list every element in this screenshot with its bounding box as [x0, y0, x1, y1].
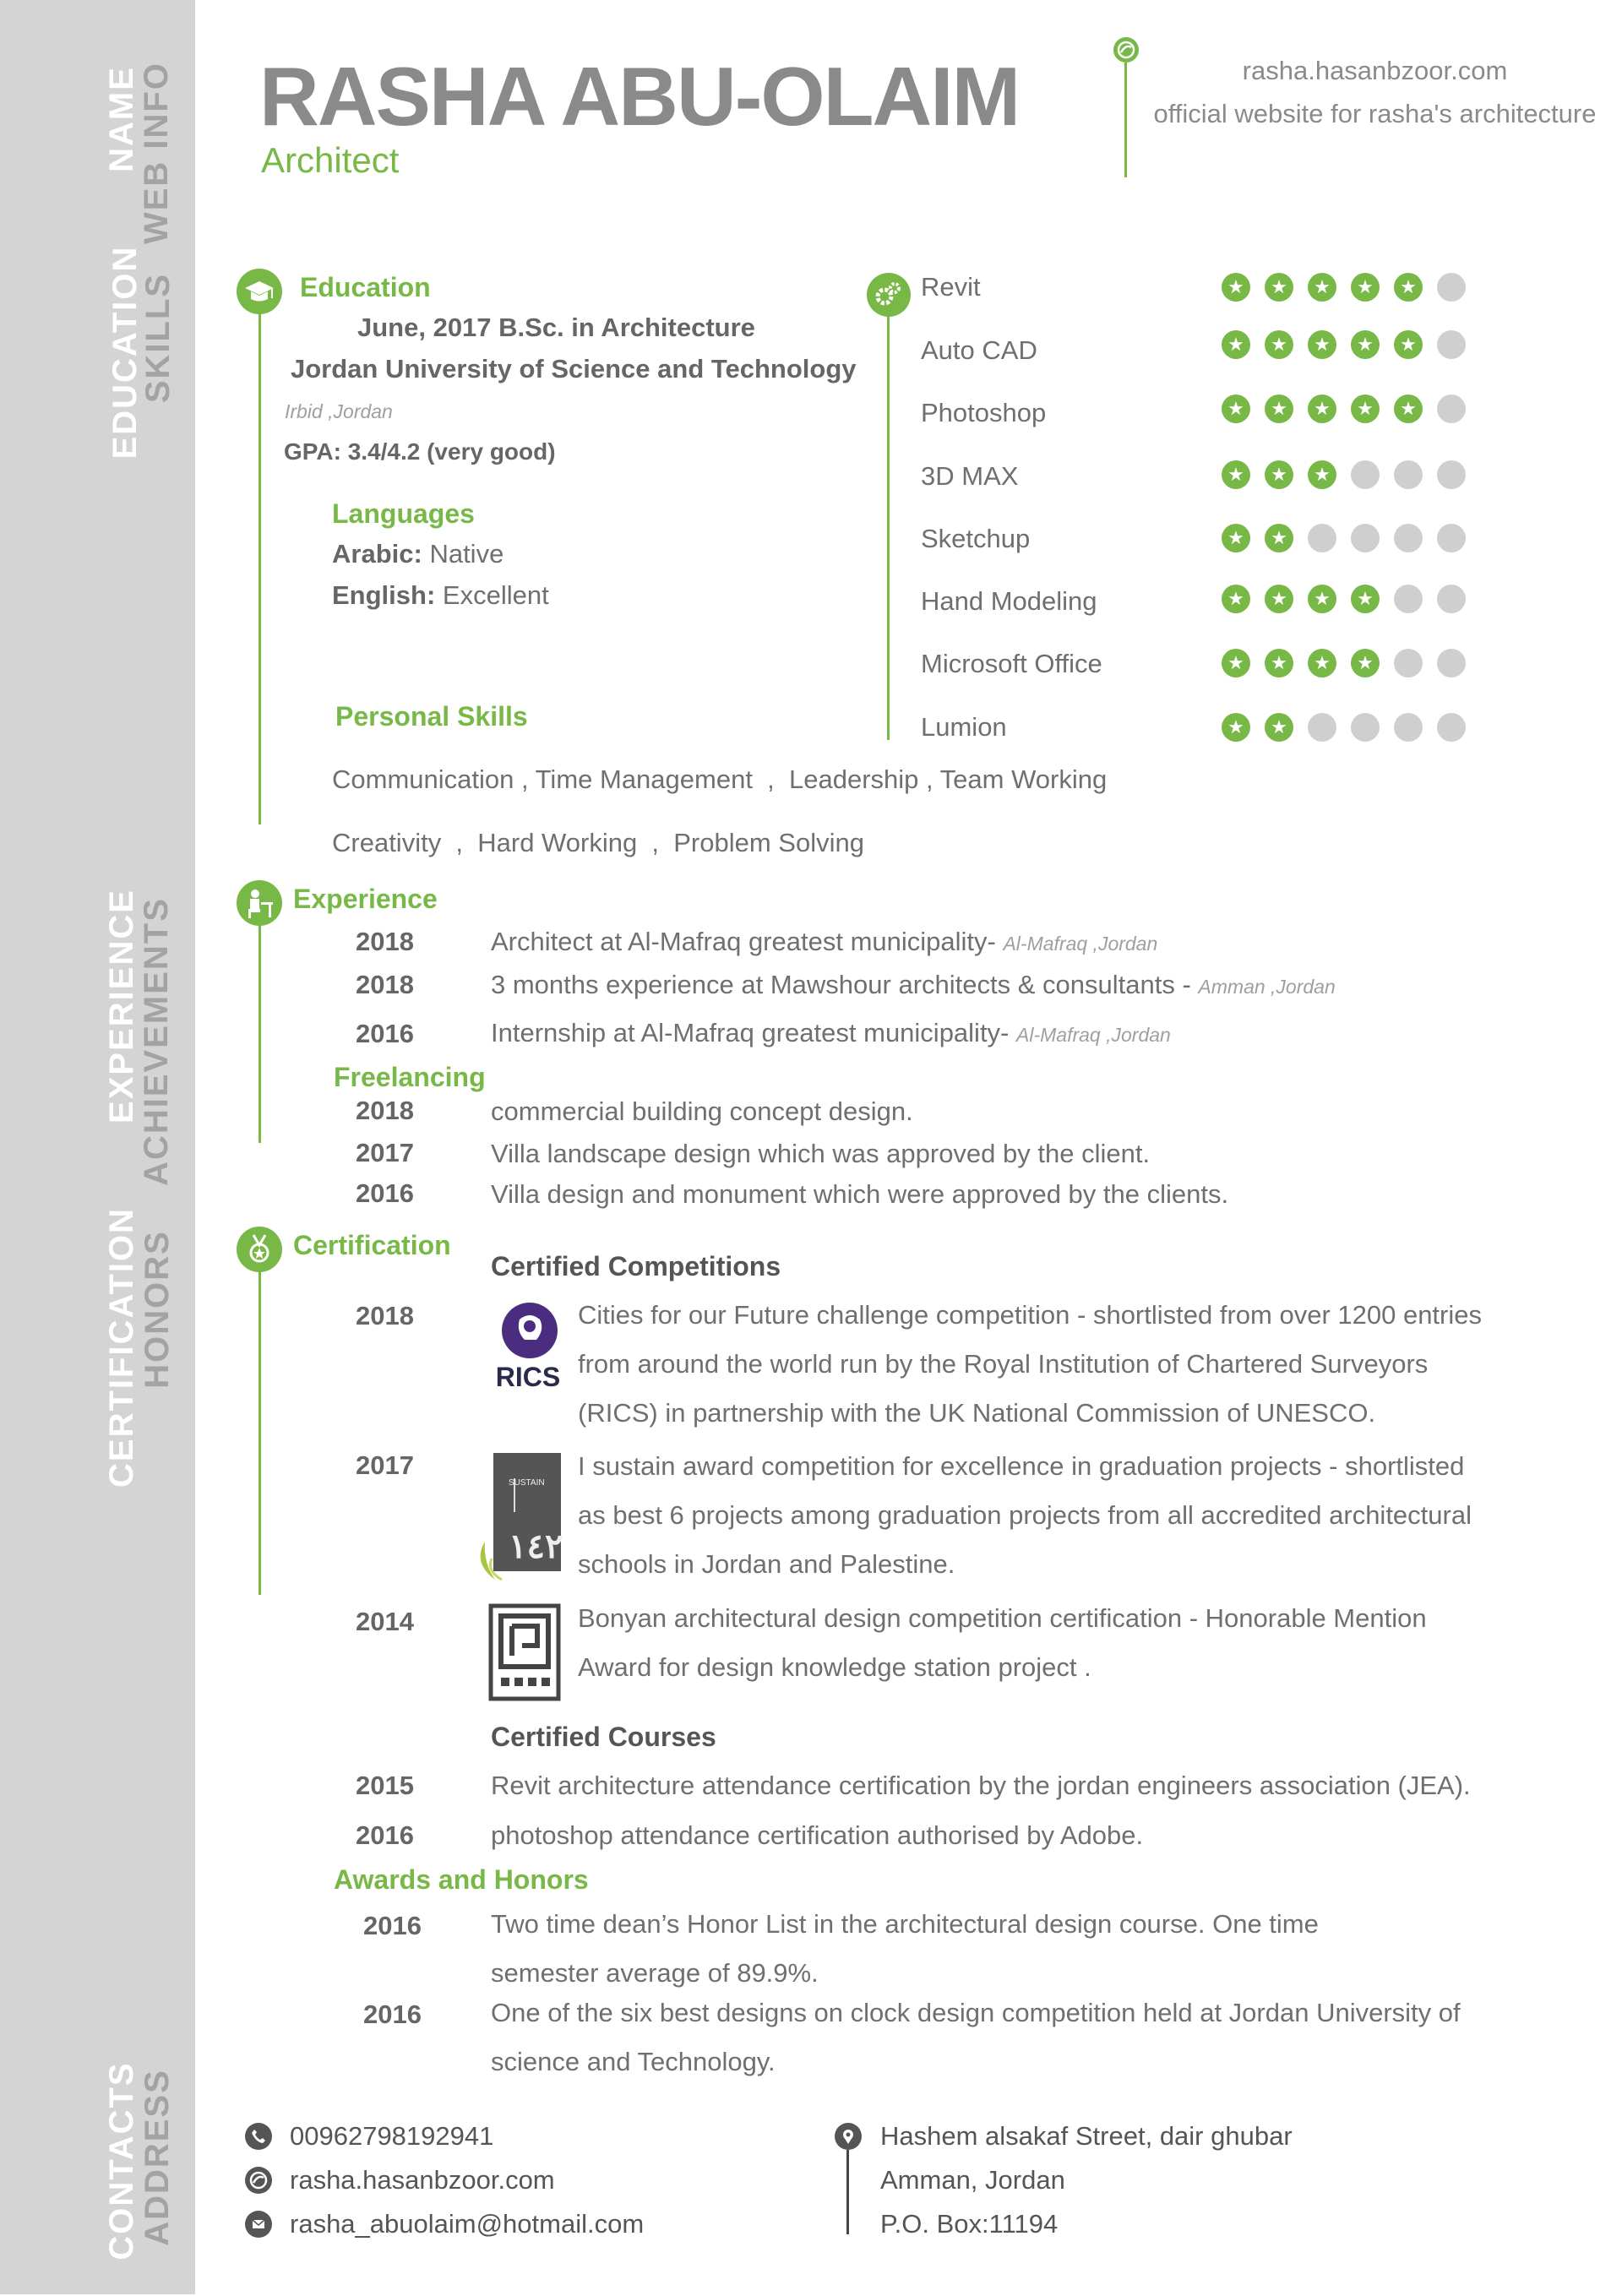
freelancing-year: 2018: [356, 1096, 414, 1125]
award-year: 2016: [363, 1999, 422, 2029]
sidebar-achievements-label: ACHIEVEMENTS: [138, 897, 175, 1186]
rating-dot-empty-icon: [1437, 585, 1466, 613]
award-line: semester average of 89.9%.: [491, 1958, 819, 1988]
address-pin-icon: [835, 2123, 862, 2150]
competition-year: 2017: [356, 1450, 414, 1480]
competition-line: schools in Jordan and Palestine.: [578, 1549, 955, 1579]
isustain-logo: SUSTAIN ١٤٢: [476, 1453, 561, 1584]
sidebar-education-label: EDUCATION: [106, 245, 144, 460]
sidebar-skills-label: SKILLS: [139, 272, 177, 404]
personal-skills-heading: Personal Skills: [335, 701, 528, 732]
competition-year: 2018: [356, 1301, 414, 1330]
rating-star-filled-icon: [1265, 273, 1293, 302]
contact-website[interactable]: rasha.hasanbzoor.com: [290, 2165, 555, 2195]
certified-competitions-heading: Certified Competitions: [491, 1251, 781, 1281]
rating-dot-empty-icon: [1394, 524, 1423, 552]
rating-star-filled-icon: [1222, 649, 1250, 677]
rating-dot-empty-icon: [1394, 713, 1423, 742]
skill-rating: [1222, 460, 1466, 489]
rating-star-filled-icon: [1265, 524, 1293, 552]
award-line: Two time dean’s Honor List in the architectural design course. One time: [491, 1909, 1319, 1939]
rating-star-filled-icon: [1265, 394, 1293, 423]
rating-star-filled-icon: [1351, 330, 1380, 359]
sidebar-webinfo-label: WEB INFO: [138, 62, 175, 244]
contact-address-line1: Hashem alsakaf Street, dair ghubar: [880, 2121, 1293, 2151]
website-icon: [245, 2167, 272, 2194]
header-website-link[interactable]: rasha.hasanbzoor.com: [1242, 56, 1508, 85]
rating-star-filled-icon: [1222, 273, 1250, 302]
rating-dot-empty-icon: [1394, 460, 1423, 489]
competition-year: 2014: [356, 1607, 414, 1636]
contact-phone[interactable]: 00962798192941: [290, 2121, 494, 2151]
job-title: Architect: [261, 140, 400, 180]
rating-star-filled-icon: [1265, 585, 1293, 613]
rating-star-filled-icon: [1308, 460, 1336, 489]
medal-icon: [237, 1227, 282, 1272]
desk-worker-icon: [237, 880, 282, 926]
skills-timeline-line: [887, 313, 890, 740]
skill-rating: [1222, 649, 1466, 677]
rating-star-filled-icon: [1351, 585, 1380, 613]
competition-line: as best 6 projects among graduation projects from all accredited architectural: [578, 1500, 1472, 1530]
rating-star-filled-icon: [1222, 394, 1250, 423]
award-line: One of the six best designs on clock design competition held at Jordan University of: [491, 1998, 1461, 2027]
rating-dot-empty-icon: [1394, 649, 1423, 677]
skill-name: Revit: [921, 272, 981, 302]
skill-name: Microsoft Office: [921, 649, 1102, 678]
experience-text: Internship at Al-Mafraq greatest municipality-: [491, 1018, 1010, 1047]
contact-address-line3: P.O. Box:11194: [880, 2209, 1059, 2239]
sidebar-experience-label: EXPERIENCE: [103, 889, 140, 1124]
rating-star-filled-icon: [1351, 394, 1380, 423]
rating-dot-empty-icon: [1437, 394, 1466, 423]
rics-logo-text: RICS: [495, 1362, 561, 1392]
education-timeline-line: [259, 313, 261, 824]
rating-star-filled-icon: [1265, 460, 1293, 489]
experience-text: 3 months experience at Mawshour architects & consultants -: [491, 970, 1191, 999]
rating-star-filled-icon: [1394, 394, 1423, 423]
freelancing-text: commercial building concept design.: [491, 1096, 913, 1126]
skill-rating: [1222, 524, 1466, 552]
education-gpa: GPA: 3.4/4.2 (very good): [284, 438, 556, 465]
page-title: RASHA ABU-OLAIM: [259, 50, 1020, 143]
awards-heading: Awards and Honors: [334, 1864, 589, 1895]
experience-timeline-line: [259, 908, 261, 1143]
course-year: 2016: [356, 1820, 414, 1850]
isustain-logo-text: SUSTAIN: [509, 1478, 545, 1488]
gears-icon: [867, 273, 911, 317]
sidebar-address-label: ADDRESS: [139, 2069, 176, 2246]
competition-line: from around the world run by the Royal Institution of Chartered Surveyors: [578, 1349, 1429, 1379]
rating-star-filled-icon: [1265, 330, 1293, 359]
rating-star-filled-icon: [1222, 585, 1250, 613]
experience-year: 2018: [356, 927, 414, 956]
contact-email[interactable]: rasha_abuolaim@hotmail.com: [290, 2209, 645, 2239]
experience-location: Al-Mafraq ,Jordan: [1016, 1024, 1171, 1046]
bonyan-logo: [488, 1603, 561, 1701]
experience-location: Al-Mafraq ,Jordan: [1003, 933, 1158, 955]
email-icon: [245, 2211, 272, 2238]
rating-dot-empty-icon: [1437, 460, 1466, 489]
address-divider: [846, 2150, 849, 2234]
rating-star-filled-icon: [1222, 713, 1250, 742]
language-arabic-name: Arabic:: [332, 539, 422, 569]
skill-rating: [1222, 585, 1466, 613]
education-degree: June, 2017 B.Sc. in Architecture: [357, 313, 755, 342]
award-line: science and Technology.: [491, 2047, 776, 2076]
course-text: Revit architecture attendance certification by the jordan engineers association (JEA).: [491, 1771, 1471, 1800]
experience-heading: Experience: [293, 884, 438, 914]
rating-dot-empty-icon: [1437, 330, 1466, 359]
rating-dot-empty-icon: [1351, 713, 1380, 742]
rating-star-filled-icon: [1308, 394, 1336, 423]
experience-text: Architect at Al-Mafraq greatest municipality-: [491, 927, 996, 956]
rics-logo: [486, 1301, 570, 1394]
rating-dot-empty-icon: [1437, 713, 1466, 742]
experience-year: 2018: [356, 970, 414, 999]
course-year: 2015: [356, 1771, 414, 1800]
sidebar-honors-label: HONORS: [139, 1230, 176, 1389]
freelancing-heading: Freelancing: [334, 1062, 486, 1092]
certified-courses-heading: Certified Courses: [491, 1722, 716, 1752]
contact-address-line2: Amman, Jordan: [880, 2165, 1065, 2195]
rating-dot-empty-icon: [1394, 585, 1423, 613]
competition-line: I sustain award competition for excellence in graduation projects - shortlisted: [578, 1451, 1465, 1481]
skill-name: 3D MAX: [921, 461, 1019, 491]
rating-star-filled-icon: [1351, 273, 1380, 302]
rating-dot-empty-icon: [1437, 649, 1466, 677]
personal-skills-line1: Communication , Time Management , Leadership , Team Working: [332, 764, 1108, 794]
skill-rating: [1222, 713, 1466, 742]
language-english-name: English:: [332, 580, 436, 610]
header-website-desc: official website for rasha's architecture: [1153, 99, 1597, 128]
competition-line: Bonyan architectural design competition certification - Honorable Mention: [578, 1603, 1427, 1633]
skill-name: Hand Modeling: [921, 586, 1097, 616]
rating-star-filled-icon: [1308, 330, 1336, 359]
rating-dot-empty-icon: [1308, 524, 1336, 552]
freelancing-year: 2016: [356, 1178, 414, 1208]
rating-dot-empty-icon: [1308, 713, 1336, 742]
skill-rating: [1222, 273, 1466, 302]
personal-skills-line2: Creativity , Hard Working , Problem Solving: [332, 828, 864, 857]
rating-dot-empty-icon: [1351, 460, 1380, 489]
languages-heading: Languages: [332, 498, 475, 529]
language-english-level: Excellent: [442, 580, 549, 610]
rating-star-filled-icon: [1265, 649, 1293, 677]
certification-heading: Certification: [293, 1230, 451, 1260]
experience-year: 2016: [356, 1019, 414, 1048]
rating-star-filled-icon: [1394, 273, 1423, 302]
sidebar-contacts-label: CONTACTS: [103, 2061, 140, 2261]
rating-star-filled-icon: [1265, 713, 1293, 742]
rating-dot-empty-icon: [1437, 524, 1466, 552]
website-globe-icon: [1113, 37, 1139, 63]
phone-icon: [245, 2123, 272, 2150]
experience-location: Amman ,Jordan: [1198, 976, 1336, 998]
rating-star-filled-icon: [1222, 524, 1250, 552]
header-divider: [1124, 63, 1127, 177]
education-university: Jordan University of Science and Technology: [291, 354, 857, 384]
award-year: 2016: [363, 1911, 422, 1940]
competition-line: Award for design knowledge station project .: [578, 1652, 1091, 1682]
course-text: photoshop attendance certification authorised by Adobe.: [491, 1820, 1144, 1850]
rating-star-filled-icon: [1351, 649, 1380, 677]
certification-timeline-line: [259, 1249, 261, 1595]
rating-star-filled-icon: [1222, 330, 1250, 359]
skill-rating: [1222, 394, 1466, 423]
sidebar-name-label: NAME: [103, 66, 140, 172]
skill-rating: [1222, 330, 1466, 359]
rating-star-filled-icon: [1308, 585, 1336, 613]
freelancing-text: Villa design and monument which were approved by the clients.: [491, 1179, 1229, 1209]
skill-name: Auto CAD: [921, 335, 1037, 365]
language-arabic-level: Native: [429, 539, 504, 569]
rating-dot-empty-icon: [1437, 273, 1466, 302]
sidebar-certification-label: CERTIFICATION: [103, 1207, 140, 1488]
education-heading: Education: [300, 272, 431, 302]
rating-star-filled-icon: [1308, 273, 1336, 302]
skill-name: Sketchup: [921, 524, 1031, 553]
skill-name: Photoshop: [921, 398, 1047, 427]
freelancing-text: Villa landscape design which was approved by the client.: [491, 1139, 1151, 1168]
graduation-cap-icon: [237, 269, 282, 314]
rating-star-filled-icon: [1308, 649, 1336, 677]
rating-star-filled-icon: [1394, 330, 1423, 359]
education-location: Irbid ,Jordan: [285, 400, 393, 422]
freelancing-year: 2017: [356, 1138, 414, 1167]
rating-dot-empty-icon: [1351, 524, 1380, 552]
competition-line: (RICS) in partnership with the UK National Commission of UNESCO.: [578, 1398, 1376, 1428]
rating-star-filled-icon: [1222, 460, 1250, 489]
competition-line: Cities for our Future challenge competition - shortlisted from over 1200 entries: [578, 1300, 1482, 1330]
skill-name: Lumion: [921, 712, 1007, 742]
